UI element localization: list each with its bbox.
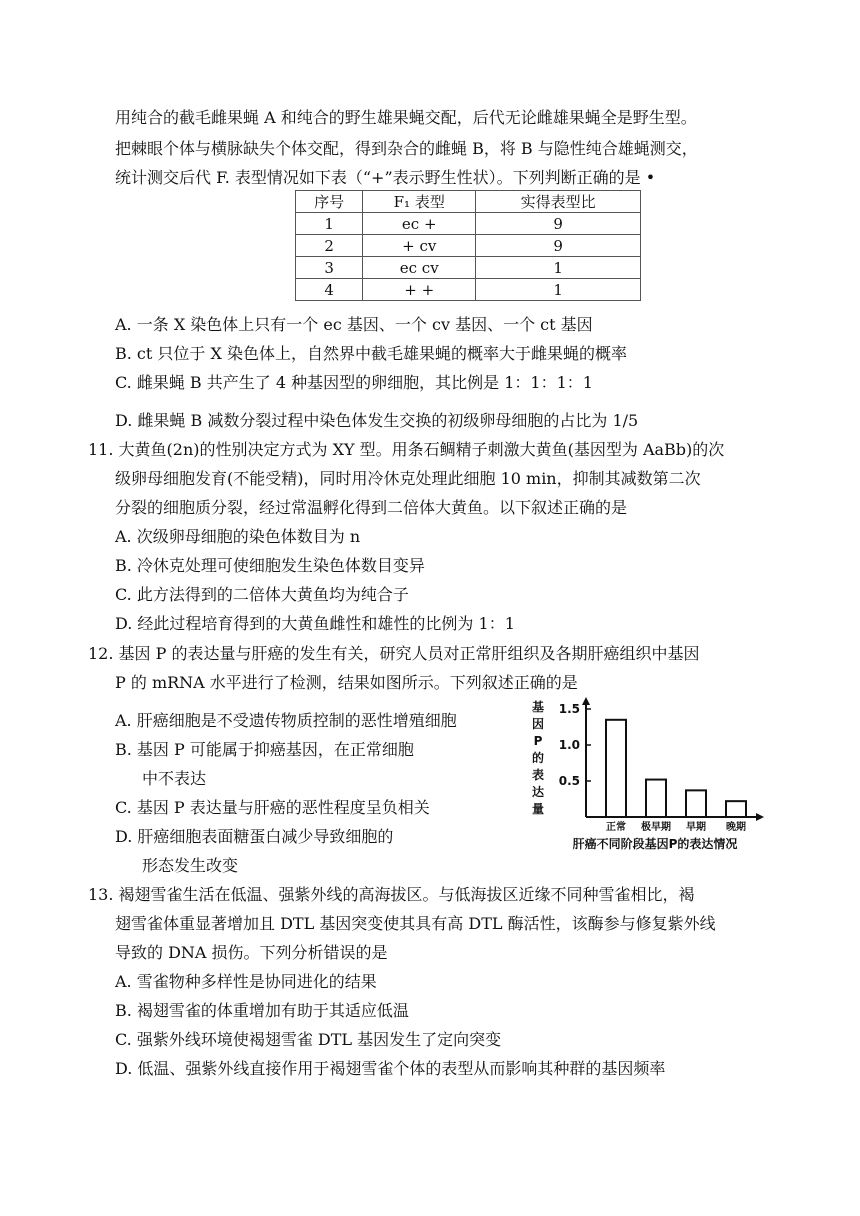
q12-stem-line-2: P 的 mRNA 水平进行了检测，结果如图所示。下列叙述正确的是: [115, 673, 578, 692]
bar: [726, 801, 746, 817]
y-tick-label: 1.0: [558, 738, 580, 752]
q10-stem-line-1: 用纯合的截毛雌果蝇 A 和纯合的野生雄果蝇交配，后代无论雌雄果蝇全是野生型。: [115, 108, 697, 127]
table-cell: + cv: [363, 235, 476, 257]
q10-option-d: D. 雌果蝇 B 减数分裂过程中染色体发生交换的初级卵母细胞的占比为 1/5: [115, 411, 639, 430]
x-tick-label: 极早期: [641, 822, 671, 833]
q10-stem-line-2: 把棘眼个体与横脉缺失个体交配，得到杂合的雌蝇 B，将 B 与隐性纯合雄蝇测交，: [115, 139, 698, 158]
q12-option-a: A. 肝癌细胞是不受遗传物质控制的恶性增殖细胞: [115, 711, 457, 730]
q12-option-d: D. 肝癌细胞表面糖蛋白减少导致细胞的: [115, 827, 394, 846]
y-axis-label-char: 因: [531, 717, 545, 731]
table-cell: 1: [476, 279, 641, 301]
q11-option-c: C. 此方法得到的二倍体大黄鱼均为纯合子: [115, 585, 409, 604]
q13-option-c: C. 强紫外线环境使褐翅雪雀 DTL 基因发生了定向突变: [115, 1030, 502, 1049]
table-row: [296, 235, 641, 257]
table-cell: + +: [363, 279, 476, 301]
table-header: F₁ 表型: [363, 191, 476, 213]
table-header: 实得表型比: [476, 191, 641, 213]
y-axis-label-char: P: [533, 734, 543, 748]
y-tick-label: 1.5: [558, 702, 580, 716]
q11-stem-line-2: 级卵母细胞发育(不能受精)，同时用冷休克处理此细胞 10 min，抑制其减数第二次: [115, 469, 701, 488]
table-cell: 9: [476, 235, 641, 257]
table-cell: 9: [476, 213, 641, 235]
q13-option-a: A. 雪雀物种多样性是协同进化的结果: [115, 972, 377, 991]
q11-option-d: D. 经此过程培育得到的大黄鱼雌性和雄性的比例为 1：1: [115, 614, 515, 633]
q13-stem-line-1: 13. 褐翅雪雀生活在低温、强紫外线的高海拔区。与低海拔区近缘不同种雪雀相比，褐: [88, 885, 695, 904]
q13-stem-line-3: 导致的 DNA 损伤。下列分析错误的是: [115, 943, 388, 962]
table-cell: 2: [296, 235, 363, 257]
q10-stem-line-3: 统计测交后代 F. 表型情况如下表（“+”表示野生性状）。下列判断正确的是 •: [115, 168, 656, 187]
q12-option-b: B. 基因 P 可能属于抑癌基因，在正常细胞: [115, 740, 414, 759]
y-axis-label-char: 达: [531, 785, 545, 799]
y-tick-label: 0.5: [558, 774, 580, 788]
bar: [606, 720, 626, 817]
y-axis-label-char: 表: [531, 768, 545, 782]
q11-stem-line-3: 分裂的细胞质分裂，经过常温孵化得到二倍体大黄鱼。以下叙述正确的是: [115, 498, 628, 517]
gene-p-expression-chart: [520, 695, 770, 855]
table-cell: 1: [296, 213, 363, 235]
q13-stem-line-2: 翅雪雀体重显著增加且 DTL 基因突变使其具有高 DTL 酶活性，该酶参与修复紫外线: [115, 914, 716, 933]
bar: [686, 790, 706, 817]
table-row: [296, 279, 641, 301]
table-header: 序号: [296, 191, 363, 213]
table-cell: ec +: [363, 213, 476, 235]
q11-option-a: A. 次级卵母细胞的染色体数目为 n: [115, 527, 361, 546]
q11-stem-line-1: 11. 大黄鱼(2n)的性别决定方式为 XY 型。用条石鲷精子刺激大黄鱼(基因型为 AaBb)的次: [88, 440, 725, 459]
q13-option-b: B. 褐翅雪雀的体重增加有助于其适应低温: [115, 1001, 409, 1020]
q12-stem-line-1: 12. 基因 P 的表达量与肝癌的发生有关，研究人员对正常肝组织及各期肝癌组织中基因: [88, 644, 700, 663]
table-cell: ec cv: [363, 257, 476, 279]
q12-option-b-cont: 中不表达: [142, 769, 207, 788]
q12-option-c: C. 基因 P 表达量与肝癌的恶性程度呈负相关: [115, 798, 430, 817]
x-tick-label: 早期: [686, 822, 706, 833]
x-tick-label: 正常: [606, 822, 626, 833]
y-axis-label-char: 量: [531, 802, 545, 816]
table-cell: 1: [476, 257, 641, 279]
bar: [646, 780, 666, 817]
q10-option-c: C. 雌果蝇 B 共产生了 4 种基因型的卵细胞，其比例是 1：1：1：1: [115, 373, 593, 392]
table-cell: 4: [296, 279, 363, 301]
y-axis-label-char: 的: [531, 751, 545, 765]
chart-title: 肝癌不同阶段基因P的表达情况: [572, 837, 738, 851]
x-axis-arrow: [756, 813, 764, 821]
q10-option-a: A. 一条 X 染色体上只有一个 ec 基因、一个 cv 基因、一个 ct 基因: [115, 315, 593, 334]
table-cell: 3: [296, 257, 363, 279]
q10-option-b: B. ct 只位于 X 染色体上，自然界中截毛雄果蝇的概率大于雌果蝇的概率: [115, 344, 627, 363]
y-axis-label-char: 基: [531, 700, 545, 714]
phenotype-table: [295, 190, 641, 301]
q13-option-d: D. 低温、强紫外线直接作用于褐翅雪雀个体的表型从而影响其种群的基因频率: [115, 1059, 666, 1078]
q11-option-b: B. 冷休克处理可使细胞发生染色体数目变异: [115, 556, 425, 575]
q12-option-d-cont: 形态发生改变: [142, 856, 239, 875]
table-row: [296, 213, 641, 235]
table-row: [296, 257, 641, 279]
x-tick-label: 晚期: [726, 822, 746, 833]
table-header-row: [296, 191, 641, 213]
y-axis-arrow: [582, 697, 590, 705]
